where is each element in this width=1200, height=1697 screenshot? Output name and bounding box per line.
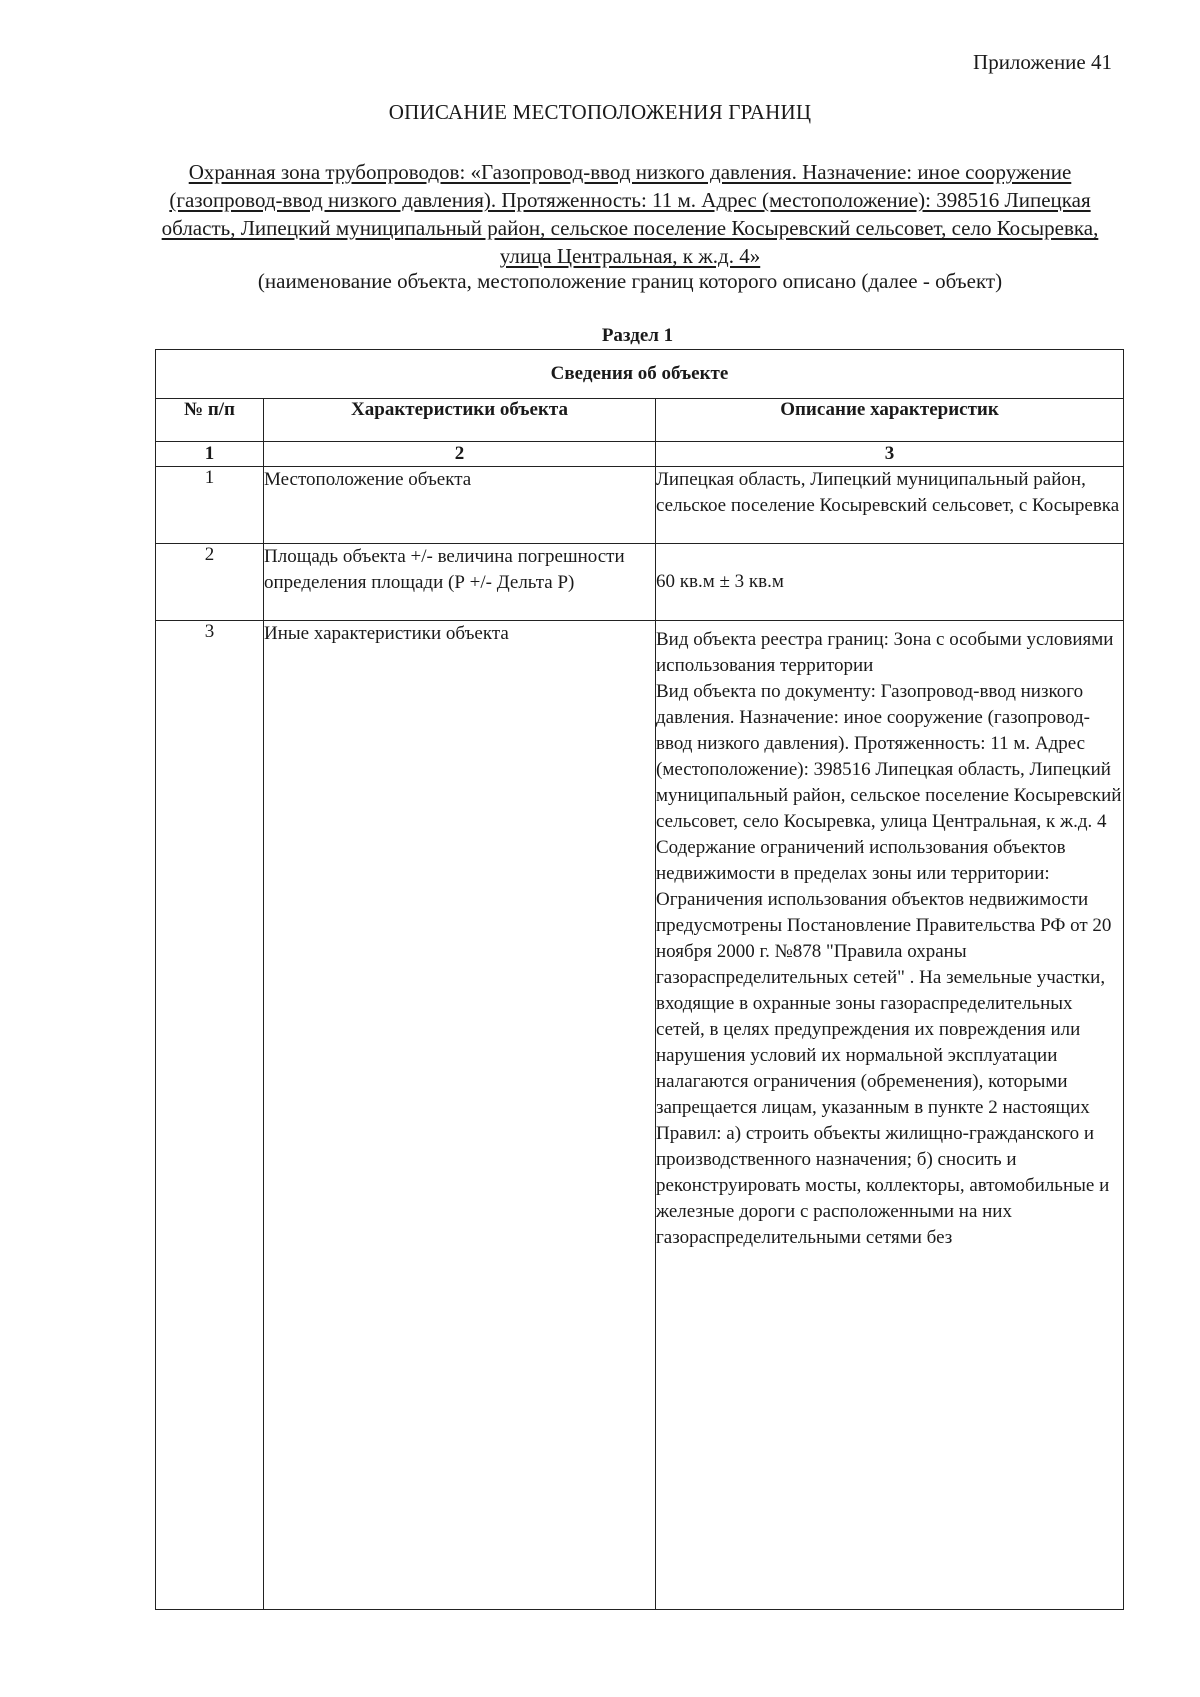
- row-number: 2: [156, 544, 264, 621]
- row-characteristic: Площадь объекта +/- величина погрешности определения площади (Р +/- Дельта Р): [264, 544, 656, 621]
- column-number-row: [156, 442, 1124, 467]
- table-row: [156, 621, 1124, 1610]
- row-description: Липецкая область, Липецкий муниципальный район, сельское поселение Косыревский сельсовет, с Косыревка: [656, 467, 1124, 544]
- document-title: ОПИСАНИЕ МЕСТОПОЛОЖЕНИЯ ГРАНИЦ: [388, 100, 812, 124]
- section-title: Раздел 1: [601, 325, 674, 346]
- table-caption-row: [156, 350, 1124, 399]
- object-name: Охранная зона трубопроводов: «Газопровод-ввод низкого давления. Назначение: иное сооружение (газопровод-ввод низкого давления). Протяженность: 11 м. Адрес (местоположение): 398516 Липецкая область, Липецкий муниципальный район, сельское поселение Косыревский сельсовет, село Косыревка, улица Центральная, к ж.д. 4»: [161, 160, 1099, 268]
- table-header-row: [156, 399, 1124, 442]
- column-number: 3: [656, 442, 1124, 467]
- row-description: 60 кв.м ± 3 кв.м: [656, 544, 1124, 621]
- object-info-table: [155, 349, 1124, 1610]
- table-caption: Сведения об объекте: [156, 350, 1124, 399]
- table-row: [156, 467, 1124, 544]
- row-description: Вид объекта реестра границ: Зона с особыми условиями использования территории Вид объекта по документу: Газопровод-ввод низкого давления. Назначение: иное сооружение (газопровод-ввод низкого давления). Протяженность: 11 м. Адрес (местоположение): 398516 Липецкая область, Липецкий муниципальный район, сельское поселение Косыревский сельсовет, село Косыревка, улица Центральная, к ж.д. 4 Содержание ограничений использования объектов недвижимости в пределах зоны или территории: Ограничения использования объектов недвижимости предусмотрены Постановление Правительства РФ от 20 ноября 2000 г. №878 "Правила охраны газораспределительных сетей" . На земельные участки, входящие в охранные зоны газораспределительных сетей, в целях предупреждения их повреждения или нарушения условий их нормальной эксплуатации налагаются ограничения (обременения), которыми запрещается лицам, указанным в пункте 2 настоящих Правил: а) строить объекты жилищно-гражданского и производственного назначения; б) сносить и реконструировать мосты, коллекторы, автомобильные и железные дороги с расположенными на них газораспределительными сетями без: [656, 621, 1124, 1610]
- table-row: [156, 544, 1124, 621]
- row-number: 3: [156, 621, 264, 1610]
- row-number: 1: [156, 467, 264, 544]
- header-num: № п/п: [156, 399, 264, 442]
- row-characteristic: Иные характеристики объекта: [264, 621, 656, 1610]
- column-number: 2: [264, 442, 656, 467]
- column-number: 1: [156, 442, 264, 467]
- row-characteristic: Местоположение объекта: [264, 467, 656, 544]
- object-caption: (наименование объекта, местоположение границ которого описано (далее - объект): [257, 269, 1003, 293]
- appendix-label: Приложение 41: [973, 50, 1112, 74]
- header-description: Описание характеристик: [656, 399, 1124, 442]
- header-characteristics: Характеристики объекта: [264, 399, 656, 442]
